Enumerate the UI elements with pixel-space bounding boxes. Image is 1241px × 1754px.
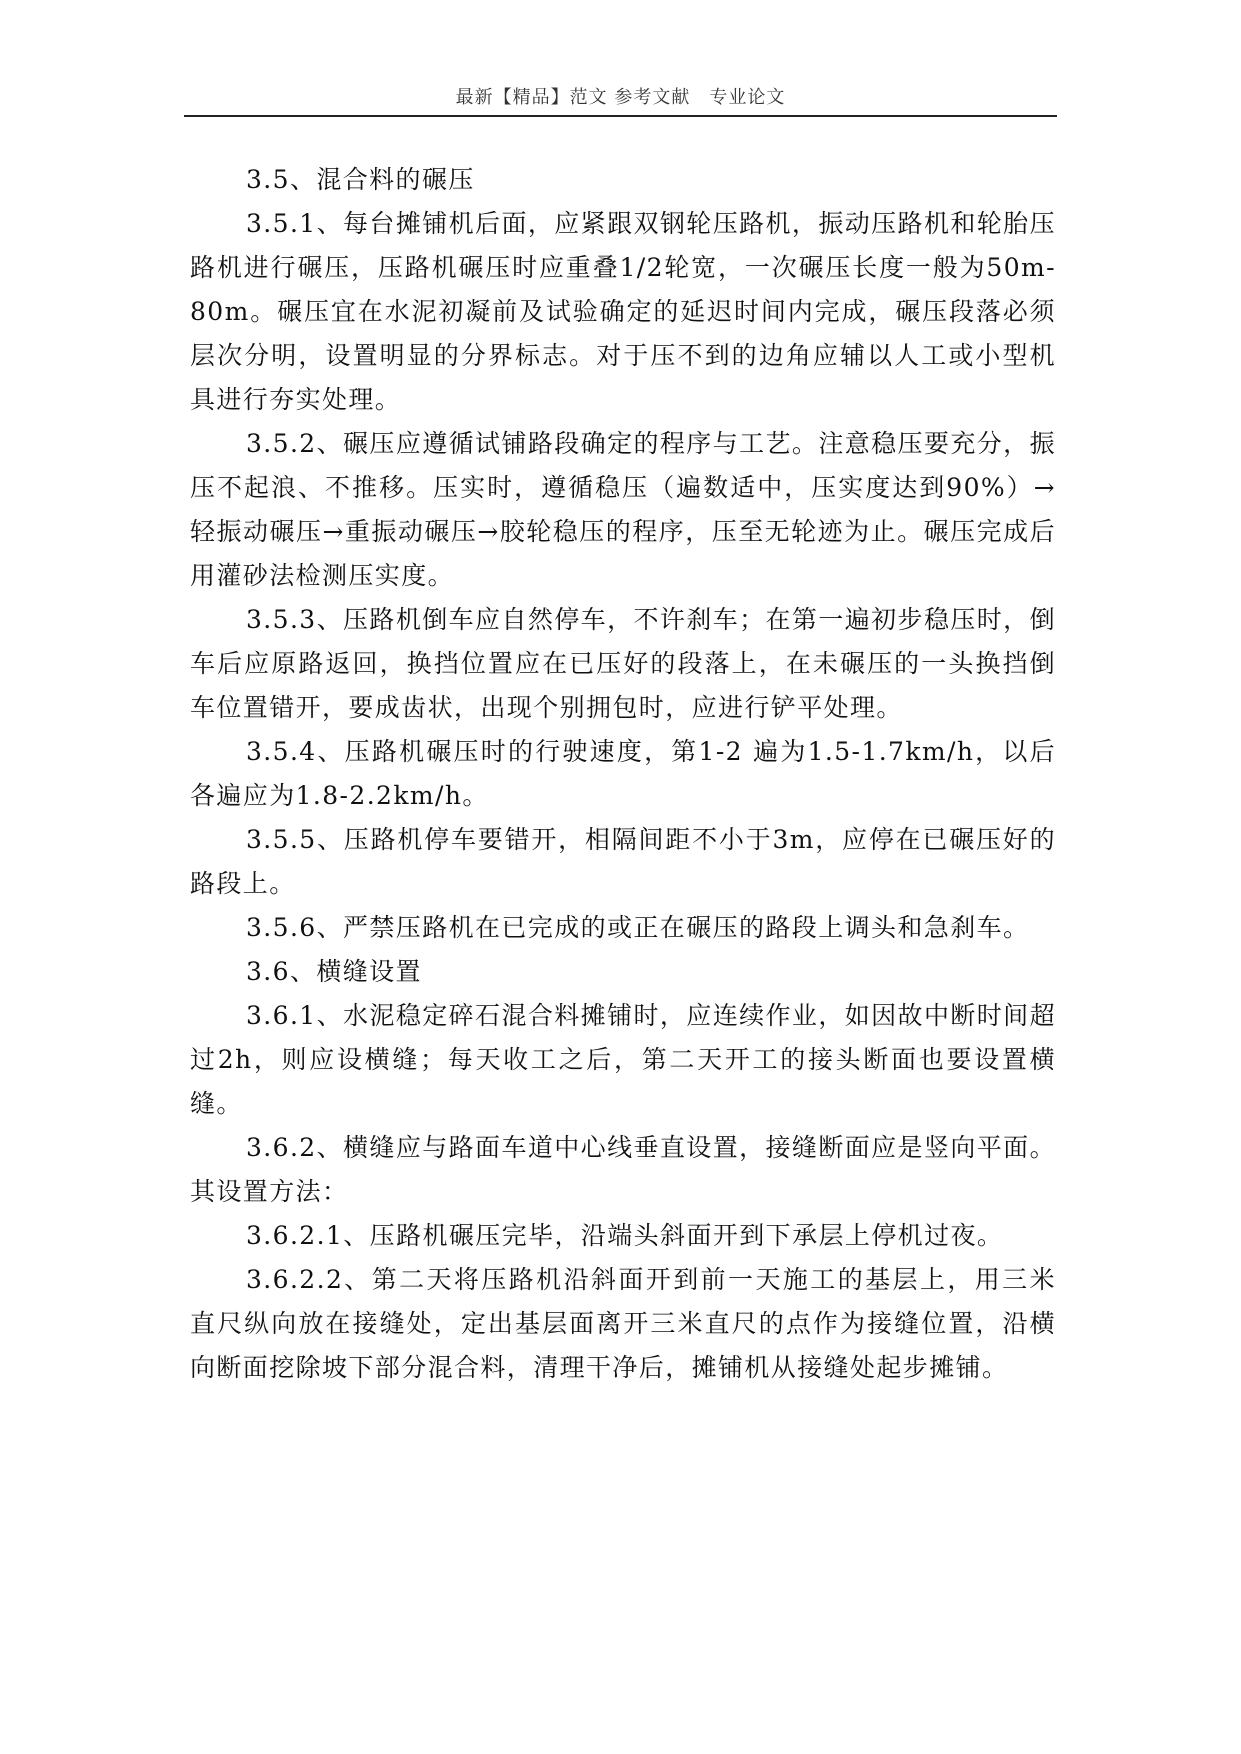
paragraph-3-5-6: 3.5.6、严禁压路机在已完成的或正在碾压的路段上调头和急刹车。: [246, 913, 1030, 942]
paragraph-3-6-1: 3.6.1、水泥稳定碎石混合料摊铺时，应连续作业，如因故中断时间超过2h，则应设横缝；每天收工之后，第二天开工的接头断面也要设置横缝。: [190, 1001, 1056, 1118]
section-heading-3-6: 3.6、横缝设置: [246, 957, 422, 986]
paragraph-3-6-2-1: 3.6.2.1、压路机碾压完毕，沿端头斜面开到下承层上停机过夜。: [246, 1221, 1004, 1250]
paragraph-3-6-2-2: 3.6.2.2、第二天将压路机沿斜面开到前一天施工的基层上，用三米直尺纵向放在接缝处，定出基层面离开三米直尺的点作为接缝位置，沿横向断面挖除坡下部分混合料，清理干净后，摊铺机从接缝处起步摊铺。: [190, 1265, 1056, 1382]
paragraph-3-5-2: 3.5.2、碾压应遵循试铺路段确定的程序与工艺。注意稳压要充分，振压不起浪、不推移。压实时，遵循稳压（遍数适中，压实度达到90%）→轻振动碾压→重振动碾压→胶轮稳压的程序，压至无轮迹为止。碾压完成后用灌砂法检测压实度。: [190, 429, 1056, 590]
paragraph-3-6-2: 3.6.2、横缝应与路面车道中心线垂直设置，接缝断面应是竖向平面。其设置方法：: [190, 1133, 1056, 1206]
header-divider: [184, 115, 1057, 117]
paragraph-3-5-5: 3.5.5、压路机停车要错开，相隔间距不小于3m，应停在已碾压好的路段上。: [190, 825, 1056, 898]
page-header: 最新【精品】范文 参考文献 专业论文: [455, 87, 786, 108]
section-heading-3-5: 3.5、混合料的碾压: [246, 165, 475, 194]
paragraph-3-5-4: 3.5.4、压路机碾压时的行驶速度，第1-2 遍为1.5-1.7km/h，以后各遍应为1.8-2.2km/h。: [190, 737, 1056, 810]
paragraph-3-5-1: 3.5.1、每台摊铺机后面，应紧跟双钢轮压路机，振动压路机和轮胎压路机进行碾压，压路机碾压时应重叠1/2轮宽，一次碾压长度一般为50m-80m。碾压宜在水泥初凝前及试验确定的延迟时间内完成，碾压段落必须层次分明，设置明显的分界标志。对于压不到的边角应辅以人工或小型机具进行夯实处理。: [190, 209, 1056, 414]
document-body: [190, 158, 1056, 1390]
paragraph-3-5-3: 3.5.3、压路机倒车应自然停车，不许刹车；在第一遍初步稳压时，倒车后应原路返回，换挡位置应在已压好的段落上，在未碾压的一头换挡倒车位置错开，要成齿状，出现个别拥包时，应进行铲平处理。: [190, 605, 1056, 722]
